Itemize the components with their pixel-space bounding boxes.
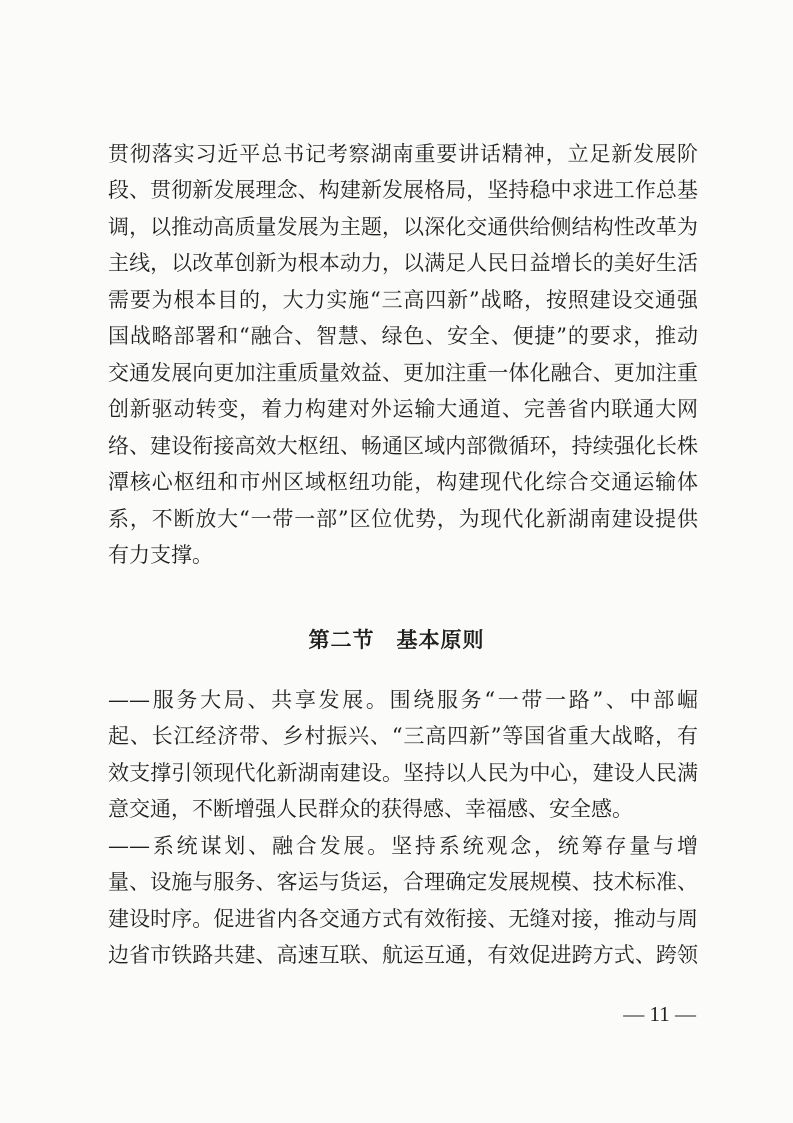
text-line: 主线，以改革创新为根本动力，以满足人民日益增长的美好生活	[108, 251, 698, 275]
text-line: 意交通，不断增强人民群众的获得感、幸福感、安全感。	[108, 797, 633, 821]
text-line: 建设时序。促进省内各交通方式有效衔接、无缝对接，推动与周	[108, 907, 698, 931]
text-line: 效支撑引领现代化新湖南建设。坚持以人民为中心，建设人民满	[108, 761, 698, 785]
text-line: 段、贯彻新发展理念、构建新发展格局，坚持稳中求进工作总基	[108, 178, 698, 202]
text-line: 有力支撑。	[108, 543, 213, 567]
text-line: ——系统谋划、融合发展。坚持系统观念，统筹存量与增	[108, 834, 698, 858]
text-line: 起、长江经济带、乡村振兴、“三高四新”等国省重大战略，有	[108, 724, 698, 748]
text-line: 络、建设衔接高效大枢纽、畅通区域内部微循环，持续强化长株	[108, 434, 698, 458]
text-line: 需要为根本目的，大力实施“三高四新”战略，按照建设交通强	[108, 288, 698, 312]
text-line: 调，以推动高质量发展为主题，以深化交通供给侧结构性改革为	[108, 215, 698, 239]
section-heading: 第二节 基本原则	[308, 628, 485, 652]
text-line: ——服务大局、共享发展。围绕服务“一带一路”、中部崛	[108, 688, 698, 712]
text-line: 贯彻落实习近平总书记考察湖南重要讲话精神，立足新发展阶	[108, 142, 698, 166]
text-line: 国战略部署和“融合、智慧、绿色、安全、便捷”的要求，推动	[108, 324, 698, 348]
text-line: 创新驱动转变，着力构建对外运输大通道、完善省内联通大网	[108, 397, 698, 421]
page-number: — 11 —	[623, 1002, 696, 1026]
text-line: 交通发展向更加注重质量效益、更加注重一体化融合、更加注重	[108, 361, 698, 385]
text-line: 潭核心枢纽和市州区域枢纽功能，构建现代化综合交通运输体	[108, 470, 698, 494]
text-line: 量、设施与服务、客运与货运，合理确定发展规模、技术标准、	[108, 870, 698, 894]
text-line: 边省市铁路共建、高速互联、航运互通，有效促进跨方式、跨领	[108, 943, 698, 967]
text-line: 系，不断放大“一带一部”区位优势，为现代化新湖南建设提供	[108, 507, 698, 531]
